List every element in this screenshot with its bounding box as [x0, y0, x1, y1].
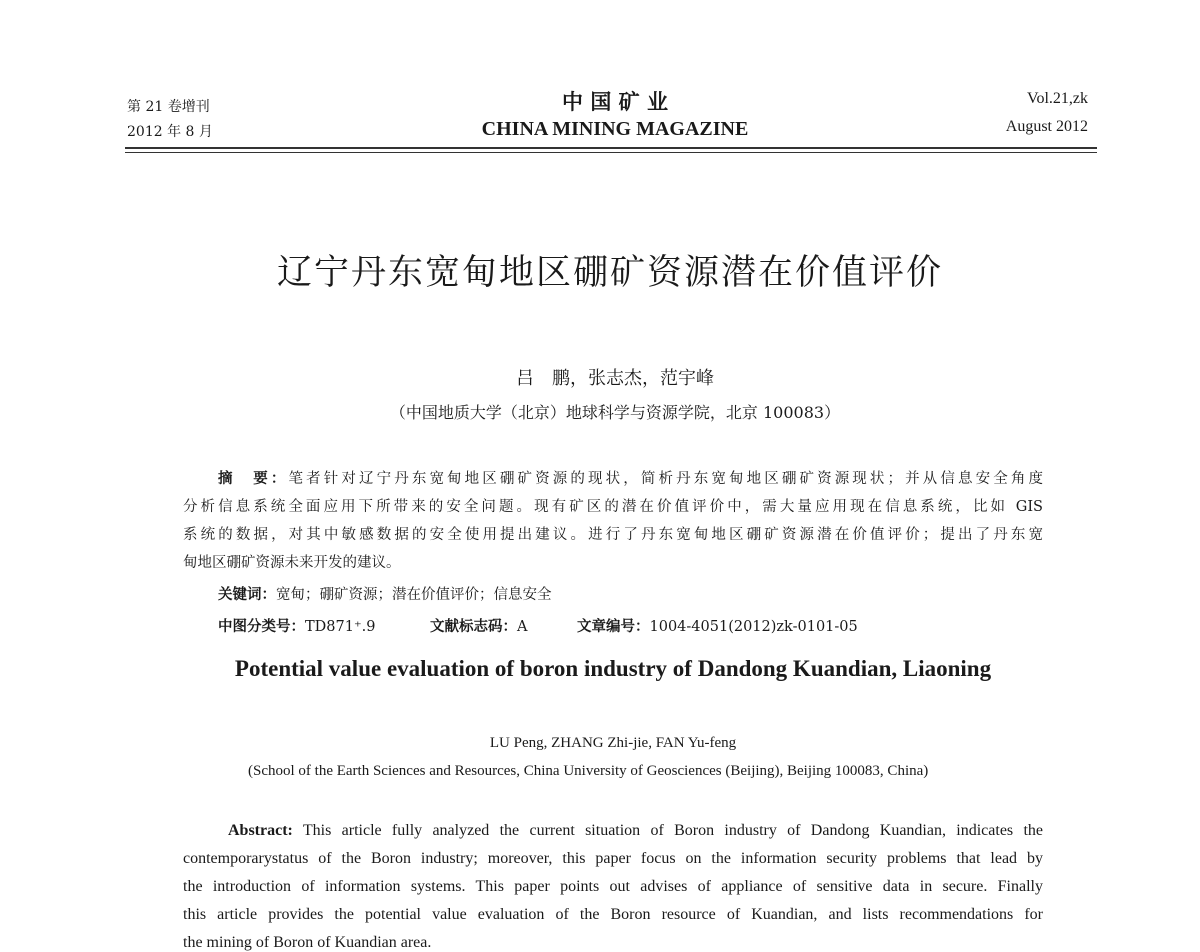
- volume-en: Vol.21,zk: [1026, 90, 1088, 107]
- doc-code-value: A: [517, 619, 528, 635]
- header-rule: [125, 147, 1097, 149]
- abstract-cn-line: 系统的数据，对其中敏感数据的安全使用提出建议。进行了丹东宽甸地区硼矿资源潜在价值评价；提出了丹东宽: [183, 527, 1043, 543]
- keywords-value: 宽甸；硼矿资源；潜在价值评价；信息安全: [276, 587, 552, 603]
- abstract-en-line: contemporarystatus of the Boron industry; moreover, this paper focus on the information security problems that lead by: [183, 850, 1043, 867]
- doc-code-label: 文献标志码：: [430, 618, 517, 635]
- abstract-en-line: the introduction of information systems. This paper points out advises of appliance of sensitive data in secure. Finally: [183, 878, 1043, 895]
- abstract-cn-line: 分析信息系统全面应用下所带来的安全问题。现有矿区的潜在价值评价中，需大量应用现在信息系统，比如 GIS: [183, 499, 1043, 515]
- journal-name-cn: 中 国 矿 业: [562, 89, 668, 114]
- date-cn: 2012 年 8 月: [127, 124, 213, 140]
- affiliation-cn: （中国地质大学（北京）地球科学与资源学院，北京 100083）: [389, 403, 841, 422]
- header-rule-thin: [125, 152, 1097, 153]
- article-no-label: 文章编号：: [577, 618, 650, 635]
- volume-cn: 第 21 卷增刊: [127, 99, 210, 115]
- abstract-cn-label: 摘 要：: [218, 470, 289, 487]
- date-en: August 2012: [1005, 118, 1088, 135]
- abstract-cn-line: 笔者针对辽宁丹东宽甸地区硼矿资源的现状，简析丹东宽甸地区硼矿资源现状；并从信息安全角度: [288, 471, 1044, 487]
- title-en: Potential value evaluation of boron industry of Dandong Kuandian, Liaoning: [234, 656, 992, 681]
- abstract-en-label: Abstract:: [228, 822, 293, 839]
- clc-label: 中图分类号：: [218, 618, 305, 635]
- authors-en: LU Peng, ZHANG Zhi-jie, FAN Yu-feng: [489, 735, 737, 751]
- abstract-en-line: this article provides the potential value evaluation of the Boron resource of Kuandian, and lists recommendations for: [183, 906, 1043, 923]
- journal-name-en: CHINA MINING MAGAZINE: [481, 118, 749, 140]
- authors-cn: 吕 鹏，张志杰，范宇峰: [516, 368, 714, 389]
- affiliation-en: (School of the Earth Sciences and Resources, China University of Geosciences (Beijing), Beijing 100083, China): [248, 763, 929, 779]
- article-no-value: 1004-4051(2012)zk-0101-05: [649, 619, 858, 635]
- clc-value: TD871⁺.9: [305, 619, 376, 635]
- keywords-label: 关键词：: [218, 586, 276, 603]
- title-cn: 辽宁丹东宽甸地区硼矿资源潜在价值评价: [276, 253, 943, 293]
- abstract-cn-line: 甸地区硼矿资源未来开发的建议。: [183, 555, 401, 571]
- abstract-en-line: the mining of Boron of Kuandian area.: [183, 934, 432, 951]
- abstract-en-line: This article fully analyzed the current situation of Boron industry of Dandong Kuandian, indicates the: [302, 822, 1043, 839]
